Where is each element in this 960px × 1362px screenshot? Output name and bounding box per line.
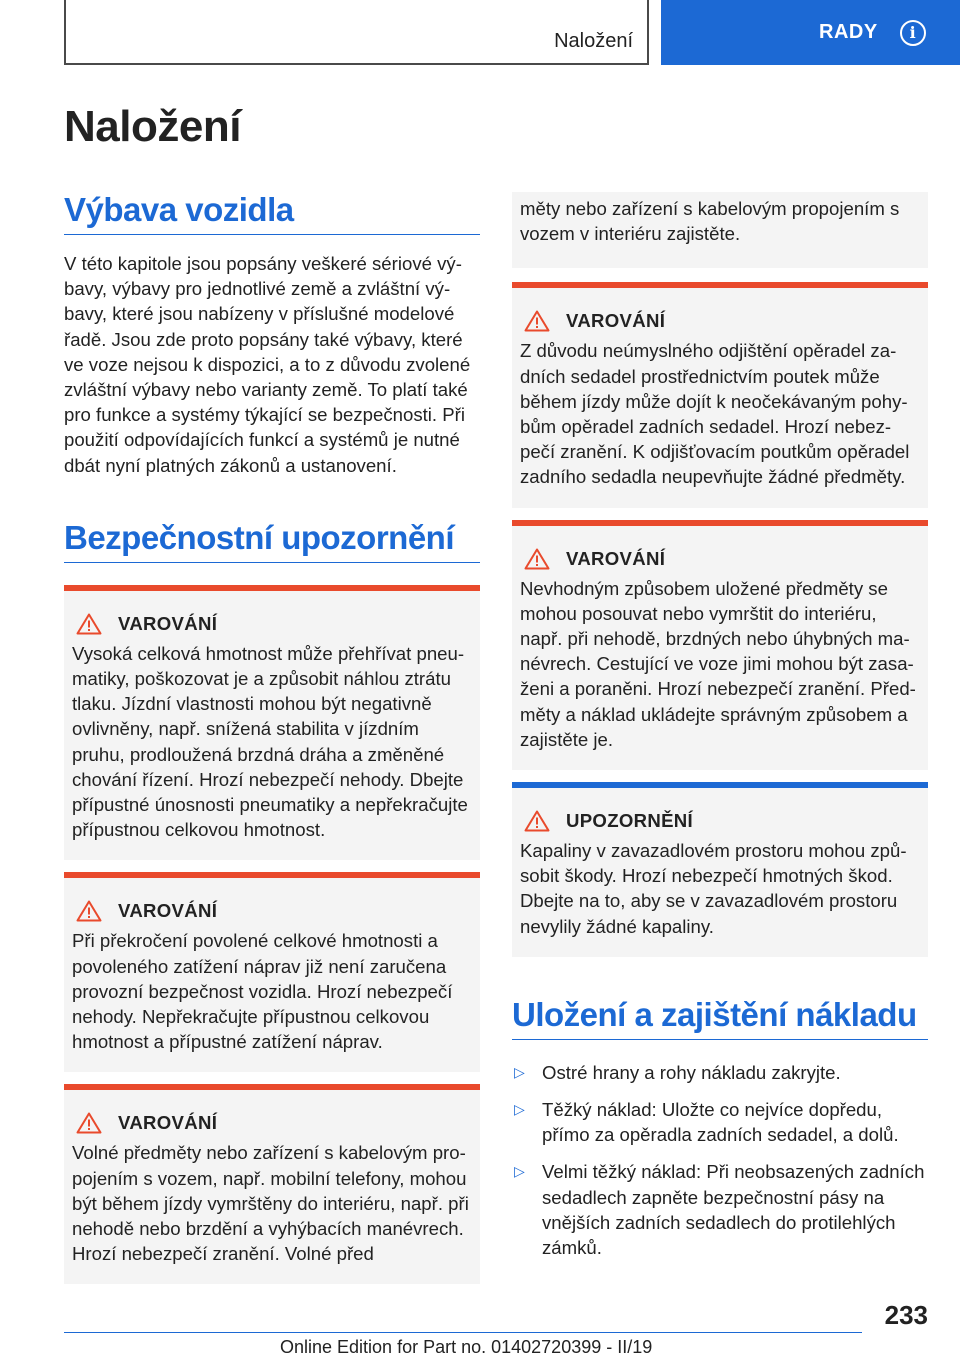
triangle-bullet-icon: ▷ [514, 1163, 525, 1180]
warning-title: VAROVÁNÍ [118, 900, 218, 922]
warning-box [64, 872, 480, 1072]
page-number: 233 [884, 1300, 928, 1330]
warning-title: VAROVÁNÍ [566, 547, 666, 569]
warning-triangle-icon [524, 310, 550, 332]
warning-title: VAROVÁNÍ [118, 1112, 218, 1134]
warning-triangle-icon [76, 1112, 102, 1134]
section-heading-bezpecnost: Bezpečnostní upozornění [64, 518, 480, 563]
warning-text: Volné předměty nebo zařízení s kabelovým propojením s vozem, např. mobilní telefony, mohou být během jízdy vymrštěny do interiéru, např. při nehodě nebo brzdění a vyhýbacích manévrech. Hrozí nebezpečí zranění. Volné před [72, 1142, 469, 1265]
triangle-bullet-icon: ▷ [514, 1101, 525, 1118]
warning-box [64, 1084, 480, 1284]
notice-box [512, 782, 928, 957]
footer-edition: Online Edition for Part no. 01402720399 - II/19 [280, 1337, 653, 1357]
warning-box-continuation [512, 192, 928, 268]
warning-triangle-icon [76, 900, 102, 922]
warning-text: Při překročení povolené celkové hmotnosti a povoleného zatížení náprav již není zaručena provozní bezpečnost vozidla. Hrozí nebezpečí nehody. Nepřekračujte přípustnou celkovou hmotnost a přípustné zatížení náprav. [72, 930, 453, 1053]
warning-text: Nevhodným způsobem uložené předměty se mohou posouvat nebo vymrštit do interiéru, např. při nehodě, brzdných nebo úhybných manévrech. Cestující ve voze jimi mohou být zasaženi a poraněni. Hrozí nebezpečí zranění. Předměty a náklad ukládejte správným způsobem a zajistěte je. [520, 577, 916, 750]
section-heading-ulozeni: Uložení a zajištění nákladu [512, 995, 928, 1040]
warning-continuation-text: měty nebo zařízení s kabelovým propojením s vozem v interiéru zajistěte. [520, 198, 900, 245]
list-item-text: Velmi těžký náklad: Při neobsazených zadních sedadlech zapněte bezpečnostní pásy na vnějších zadních sedadlech do protilehlých zámků. [542, 1161, 925, 1259]
section-heading-vybava: Výbava vozidla [64, 190, 480, 235]
info-circle-icon[interactable]: i [900, 20, 926, 46]
notice-triangle-icon [524, 810, 550, 832]
footer-divider [64, 1332, 862, 1333]
left-column [64, 190, 480, 1284]
list-item [512, 1060, 928, 1085]
page-title: Naložení [64, 102, 241, 151]
warning-text: Vysoká celková hmotnost může přehřívat pneumatiky, poškozovat je a způsobit náhlou ztrátu tlaku. Jízdní vlastnosti mohou být negativně ovlivněny, např. snížená stabilita v jízdním pruhu, prodloužená brzdná dráha a změněné chování řízení. Hrozí nebezpečí nehody. Dbejte přípustné únosnosti pneumatiky a nepřekračujte přípustnou celkovou hmotnost. [72, 642, 468, 841]
warning-title: VAROVÁNÍ [118, 612, 218, 634]
rady-label: RADY [819, 21, 878, 43]
warning-triangle-icon [524, 548, 550, 570]
warning-triangle-icon [76, 613, 102, 635]
warning-title: VAROVÁNÍ [566, 310, 666, 332]
triangle-bullet-icon: ▷ [514, 1063, 525, 1080]
warning-box [512, 282, 928, 507]
intro-paragraph: V této kapitole jsou popsány veškeré sériové výbavy, výbavy pro jednotlivé země a zvláštní výbavy, které jsou nabízeny v příslušné modelové řadě. Jsou zde proto popsány také výbavy, které ve voze nejsou k dispozici, a to z důvodu zvolené zvláštní výbavy nebo varianty země. To platí také pro funkce a systémy týkající se bezpečnosti. Při použití odpovídajících funkcí a systémů je nutné dbát nyní platných zákonů a ustanovení. [64, 253, 471, 476]
header-section-box [64, 0, 649, 65]
warning-text: Z důvodu neúmyslného odjištění opěradel zadních sedadel prostřednictvím poutek může během jízdy může dojít k neočekávaným pohybům opěradel zadních sedadel. Hrozí nebezpečí zranění. K odjišťovacím poutkům opěradel zadního sedadla neupevňujte žádné předměty. [520, 340, 910, 488]
notice-text: Kapaliny v zavazadlovém prostoru mohou způsobit škody. Hrozí nebezpečí hmotných škod. Dbejte na to, aby se v zavazadlovém prostoru nevylily žádné kapaliny. [520, 840, 907, 937]
header-section-label: Naložení [554, 30, 633, 52]
warning-box [64, 585, 480, 861]
list-item-text: Těžký náklad: Uložte co nejvíce dopředu, přímo za opěradla zadních sedadel, a dolů. [542, 1099, 899, 1146]
loading-steps-list [512, 1060, 928, 1260]
warning-box [512, 520, 928, 770]
rady-nav-button[interactable] [661, 0, 960, 65]
right-column [512, 192, 928, 1272]
notice-title: UPOZORNĚNÍ [566, 810, 693, 832]
list-item [512, 1159, 928, 1260]
list-item-text: Ostré hrany a rohy nákladu zakryjte. [542, 1061, 841, 1083]
list-item [512, 1097, 928, 1147]
